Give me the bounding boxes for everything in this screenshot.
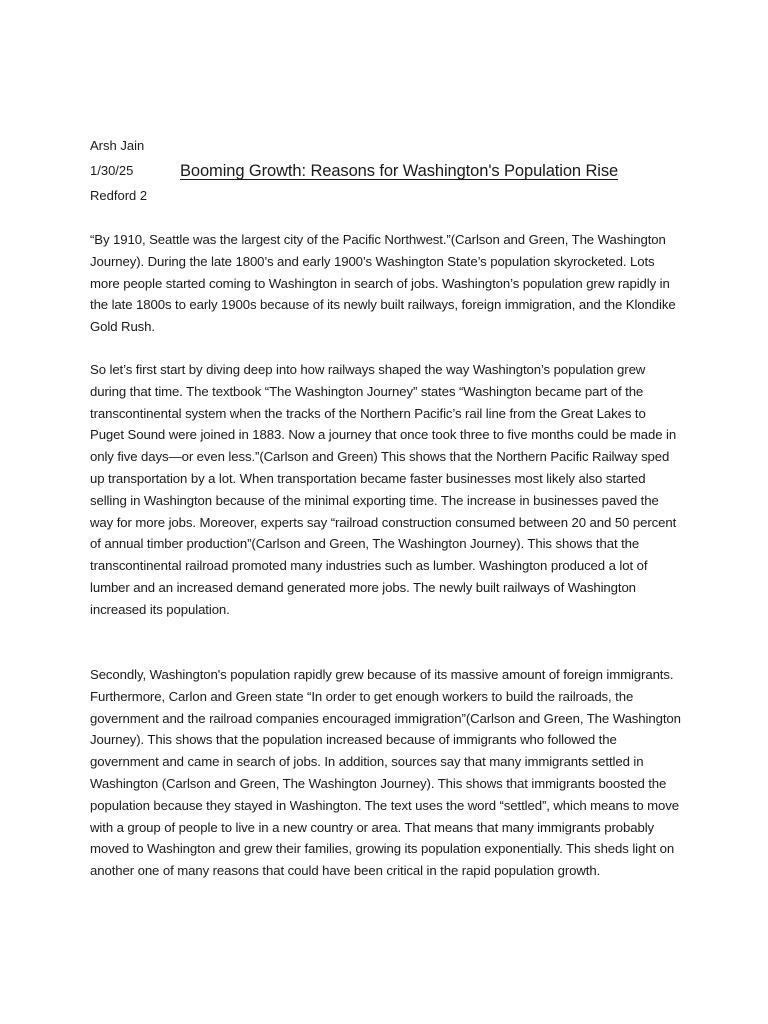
paragraph-text: So let’s first start by diving deep into how railways shaped the way Washington’s population grew during that time. The textbook “The Washington Journey” states “Washington became part of the transcontinental system when the tracks of the Northern Pacific’s rail line from the Great Lakes to Puget Sound were joined in 1883. Now a journey that once took three to five months could be made in only five days—or even less.”(Carlson and Green) This shows that the Northern Pacific Railway sped up transportation by a lot. When transportation became faster businesses most likely also started selling in Washington because of the minimal exporting time. The increase in businesses paved the way for more jobs. Moreover, experts say “railroad construction consumed between 20 and 50 percent of annual timber production”(Carlson and Green, The Washington Journey). This shows that the transcontinental railroad promoted many industries such as lumber. Washington produced a lot of lumber and an increased demand generated more jobs. The newly built railways of Washington increased its population. — [90, 362, 677, 617]
paragraph-text: “By 1910, Seattle was the largest city of the Pacific Northwest.”(Carlson and Green, The Washington Journey). During the late 1800’s and early 1900’s Washington State’s population skyrocketed. Lots more people started coming to Washington in search of jobs. Washington’s population grew rapidly in the late 1800s to early 1900s because of its newly built railways, foreign immigration, and the Klondike Gold Rush. — [90, 232, 676, 335]
document-header — [90, 136, 690, 206]
paragraph-immigration — [90, 664, 682, 882]
document-title: Booming Growth: Reasons for Washington's Population Rise — [180, 162, 619, 180]
document-date: 1/30/25 — [90, 163, 134, 178]
paragraph-intro — [90, 229, 682, 338]
class-period: Redford 2 — [90, 188, 148, 203]
date-row — [90, 156, 690, 186]
paragraph-railways — [90, 359, 682, 621]
author-name: Arsh Jain — [90, 138, 145, 153]
paragraph-text: Secondly, Washington's population rapidly grew because of its massive amount of foreign immigrants. Furthermore, Carlon and Green state “In order to get enough workers to build the railroads, the government and the railroad companies encouraged immigration”(Carlson and Green, The Washington Journey). This shows that the population increased because of immigrants who followed the government and came in search of jobs. In addition, sources say that many immigrants settled in Washington (Carlson and Green, The Washington Journey). This shows that immigrants boosted the population because they stayed in Washington. The text uses the word “settled”, which means to move with a group of people to live in a new country or area. That means that many immigrants probably moved to Washington and grew their families, growing its population exponentially. This sheds light on another one of many reasons that could have been critical in the rapid population growth. — [90, 667, 681, 879]
